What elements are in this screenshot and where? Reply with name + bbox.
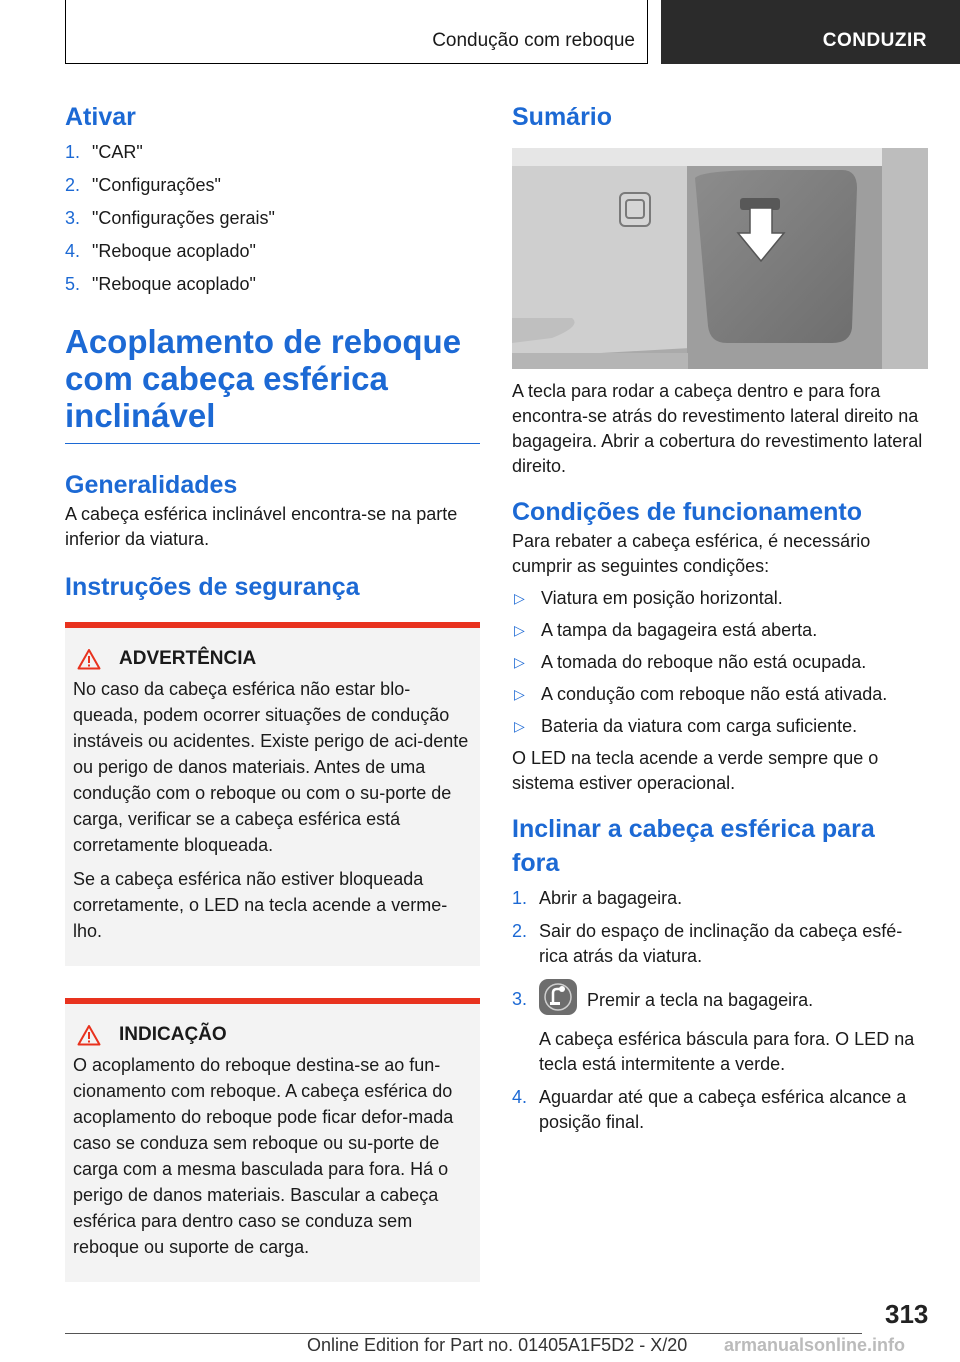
heading-condicoes: Condições de funcionamento <box>512 498 863 526</box>
list-item <box>65 272 480 297</box>
step-number: 4. <box>512 1087 528 1107</box>
bullet-triangle-icon: ▷ <box>514 718 525 734</box>
bullet-text: A condução com reboque não está ativada. <box>541 684 888 704</box>
bullet-triangle-icon: ▷ <box>514 590 525 606</box>
list-item <box>512 586 928 611</box>
trunk-photo <box>512 148 928 369</box>
heading-seguranca: Instruções de segurança <box>65 573 360 601</box>
list-item <box>512 983 928 1077</box>
step-number: 1. <box>512 888 528 908</box>
heading-generalidades: Generalidades <box>65 471 238 499</box>
list-item <box>65 206 480 231</box>
step-text: Sair do espaço de inclinação da cabeça esfé-rica atrás da viatura. <box>539 921 903 966</box>
warning-text-2: Se a cabeça esférica não estiver bloqueada corretamente, o LED na tecla acende a verme-lho. <box>73 869 448 941</box>
warning-title: ADVERTÊNCIA <box>119 648 257 669</box>
note-title: INDICAÇÃO <box>119 1024 227 1045</box>
bullet-triangle-icon: ▷ <box>514 686 525 702</box>
note-box <box>65 998 480 1282</box>
generalidades-text: A cabeça esférica inclinável encontra-se na parte inferior da viatura. <box>65 504 458 549</box>
step-number: 5. <box>65 274 81 294</box>
chapter-title: Condução com reboque <box>432 30 635 51</box>
footer-rule <box>65 1333 862 1334</box>
warning-box <box>65 622 480 966</box>
step-text: "Reboque acoplado" <box>92 241 256 261</box>
warning-triangle-icon <box>77 1024 101 1046</box>
step-text: "CAR" <box>92 142 143 162</box>
step-number: 2. <box>512 921 528 941</box>
warning-text-1: No caso da cabeça esférica não estar blo-queada, podem ocorrer situações de condução instáveis ou acidentes. Existe perigo de aci-dente ou perigo de danos materiais. Antes de uma condução com o reboque ou com o su-porte de carga, verificar se a cabeça esférica está corretamente bloqueada. <box>73 679 469 855</box>
heading-ativar: Ativar <box>65 103 136 131</box>
step-number: 3. <box>65 208 81 228</box>
section-tab-label: CONDUZIR <box>822 30 927 51</box>
heading-inclinar: Inclinar a cabeça esférica para fora <box>512 815 875 877</box>
right-column <box>512 100 928 1143</box>
step-number: 2. <box>65 175 81 195</box>
step-number: 1. <box>65 142 81 162</box>
condicoes-list <box>512 586 928 739</box>
bullet-text: A tomada do reboque não está ocupada. <box>541 652 867 672</box>
list-item <box>512 1085 928 1135</box>
ativar-steps <box>65 140 480 297</box>
step-text: Premir a tecla na bagageira. <box>587 989 814 1010</box>
watermark: armanualsonline.info <box>724 1335 906 1355</box>
tow-hitch-button-icon <box>539 979 577 1015</box>
left-column <box>65 100 480 1282</box>
list-item <box>512 682 928 707</box>
main-title-line: Acoplamento de reboque <box>65 323 462 360</box>
warning-triangle-icon <box>77 648 101 670</box>
footer-edition: Online Edition for Part no. 01405A1F5D2 - X/20 <box>307 1335 688 1355</box>
condicoes-intro: Para rebater a cabeça esférica, é necessário cumprir as seguintes condições: <box>512 531 871 576</box>
step-text: "Reboque acoplado" <box>92 274 256 294</box>
list-item <box>512 886 928 911</box>
main-title-line: inclinável <box>65 397 216 434</box>
inclinar-steps <box>512 886 928 1135</box>
heading-sumario: Sumário <box>512 103 613 131</box>
bullet-text: A tampa da bagageira está aberta. <box>541 620 818 640</box>
note-text: O acoplamento do reboque destina-se ao fun-cionamento com reboque. A cabeça esférica do acoplamento do reboque pode ficar defor-mada caso se conduza sem reboque ou su-porte de carga com a mesma basculada para fora. Há o perigo de danos materiais. Bascular a cabeça esférica para dentro caso se conduza sem reboque ou suporte de carga. <box>73 1055 454 1257</box>
step-text: "Configurações gerais" <box>92 208 275 228</box>
bullet-triangle-icon: ▷ <box>514 622 525 638</box>
step-text: Abrir a bagageira. <box>539 888 683 908</box>
step-number: 4. <box>65 241 81 261</box>
condicoes-led-text: O LED na tecla acende a verde sempre que o sistema estiver operacional. <box>512 748 879 793</box>
bullet-text: Bateria da viatura com carga suficiente. <box>541 716 858 736</box>
section-tab[interactable] <box>661 0 960 64</box>
step-number: 3. <box>512 989 528 1009</box>
bullet-text: Viatura em posição horizontal. <box>541 588 783 608</box>
note-header <box>73 1024 472 1046</box>
step-subtext: A cabeça esférica báscula para fora. O LED na tecla está intermitente a verde. <box>539 1029 915 1074</box>
header-box <box>65 0 648 64</box>
warning-header <box>73 648 472 670</box>
step-text: Aguardar até que a cabeça esférica alcance a posição final. <box>539 1087 907 1132</box>
list-item <box>512 650 928 675</box>
step-text: "Configurações" <box>92 175 221 195</box>
sumario-caption: A tecla para rodar a cabeça dentro e para fora encontra-se atrás do revestimento lateral direito na bagageira. Abrir a cobertura do revestimento lateral direito. <box>512 381 923 476</box>
list-item <box>512 714 928 739</box>
main-title-line: com cabeça esférica <box>65 360 388 397</box>
list-item <box>65 140 480 165</box>
list-item <box>512 919 928 969</box>
main-title <box>65 323 480 434</box>
page-number: 313 <box>885 1299 929 1329</box>
list-item <box>512 618 928 643</box>
bullet-triangle-icon: ▷ <box>514 654 525 670</box>
list-item <box>65 173 480 198</box>
list-item <box>65 239 480 264</box>
title-rule <box>65 443 480 444</box>
